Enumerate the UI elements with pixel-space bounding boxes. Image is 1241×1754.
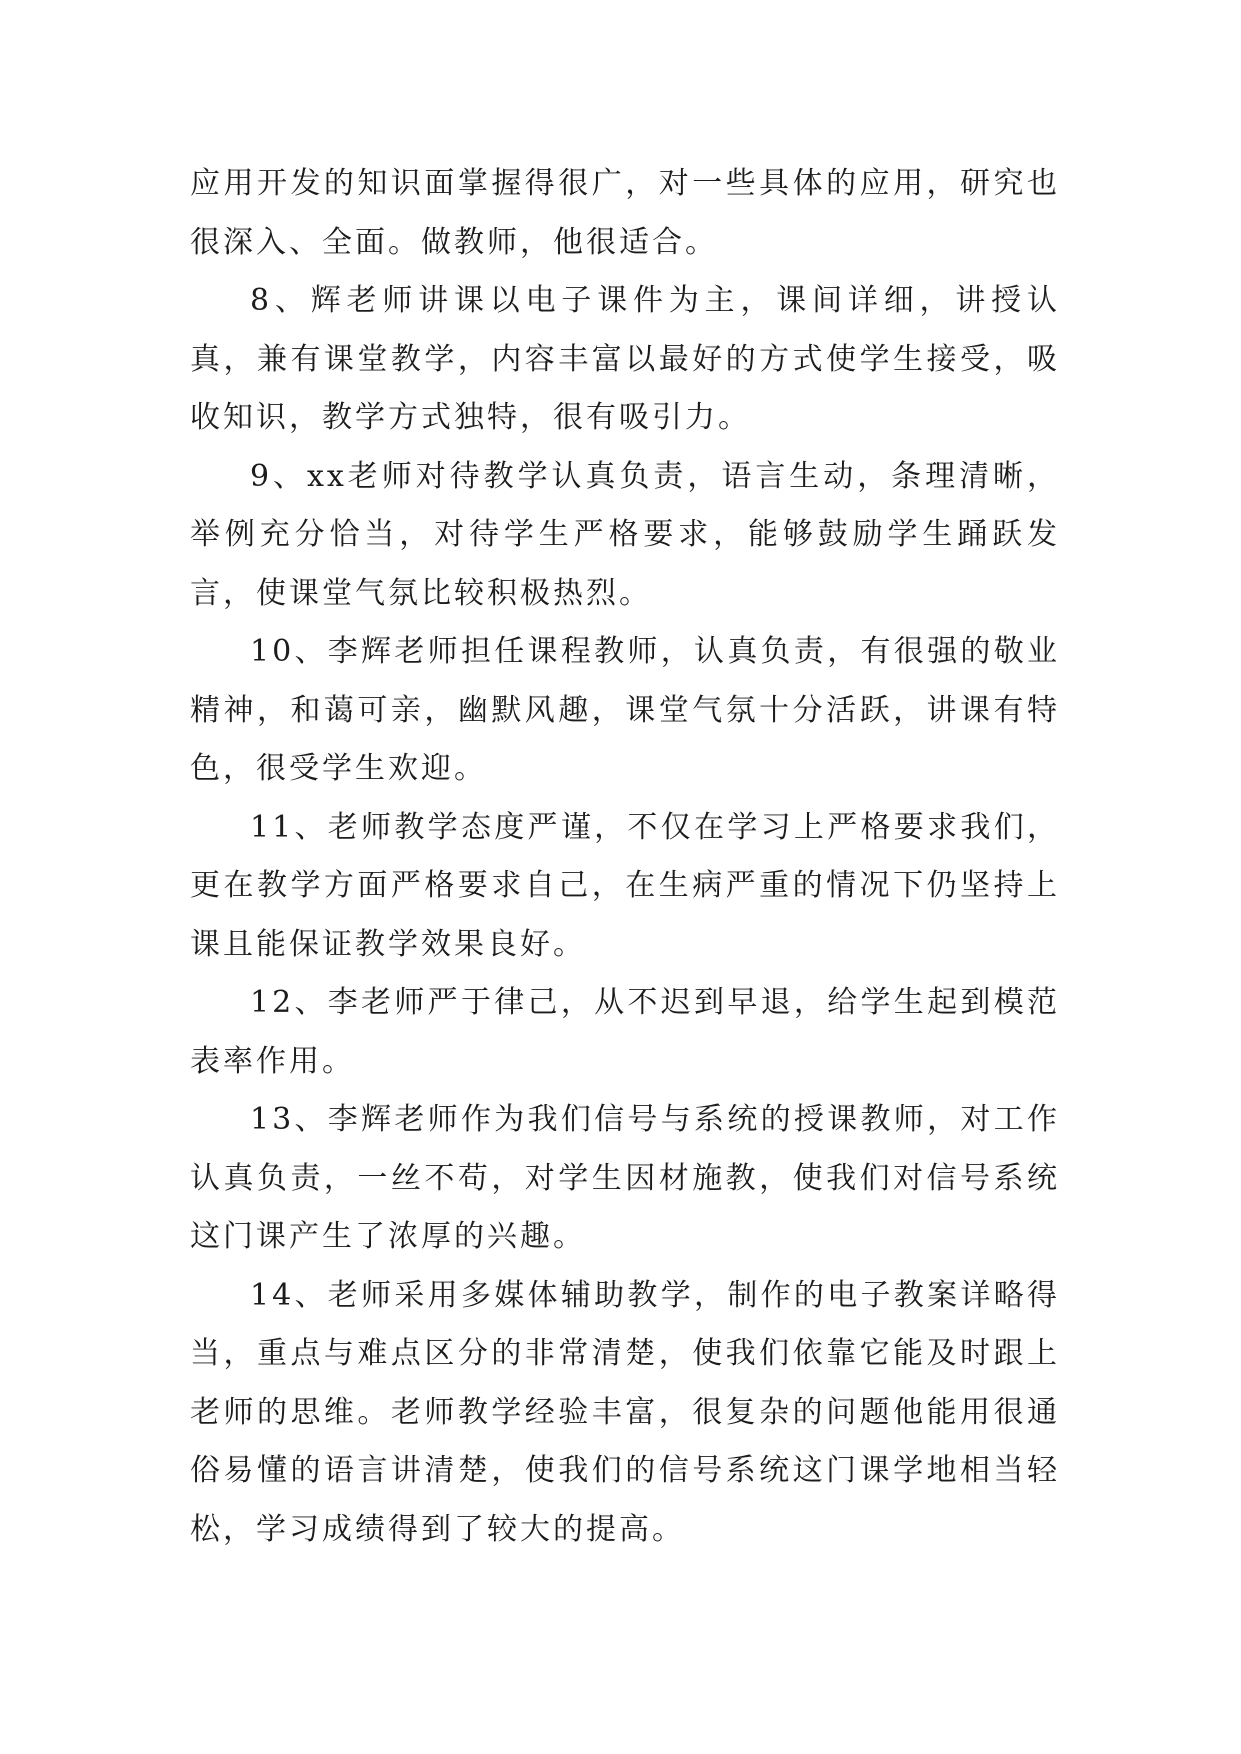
paragraph-item-9: 9、xx老师对待教学认真负责，语言生动，条理清晰，举例充分恰当，对待学生严格要求，能够鼓励学生踊跃发言，使课堂气氛比较积极热烈。 (190, 458, 1060, 611)
paragraph-item-12: 12、李老师严于律己，从不迟到早退，给学生起到模范表率作用。 (190, 985, 1060, 1079)
paragraph-item-11: 11、老师教学态度严谨，不仅在学习上严格要求我们，更在教学方面严格要求自己，在生病严重的情况下仍坚持上课且能保证教学效果良好。 (190, 809, 1060, 962)
paragraph-item-14: 14、老师采用多媒体辅助教学，制作的电子教案详略得当，重点与难点区分的非常清楚，使我们依靠它能及时跟上老师的思维。老师教学经验丰富，很复杂的问题他能用很通俗易懂的语言讲清楚，使我们的信号系统这门课学地相当轻松，学习成绩得到了较大的提高。 (190, 1277, 1060, 1547)
paragraph-item-8: 8、辉老师讲课以电子课件为主，课间详细，讲授认真，兼有课堂教学，内容丰富以最好的方式使学生接受，吸收知识，教学方式独特，很有吸引力。 (190, 283, 1060, 435)
paragraph-item-10: 10、李辉老师担任课程教师，认真负责，有很强的敬业精神，和蔼可亲，幽默风趣，课堂气氛十分活跃，讲课有特色，很受学生欢迎。 (190, 634, 1060, 786)
document-body (190, 155, 1060, 1559)
paragraph-continuation: 应用开发的知识面掌握得很广，对一些具体的应用，研究也很深入、全面。做教师，他很适合。 (190, 166, 1060, 260)
paragraph-item-13: 13、李辉老师作为我们信号与系统的授课教师，对工作认真负责，一丝不苟，对学生因材施教，使我们对信号系统这门课产生了浓厚的兴趣。 (190, 1102, 1060, 1254)
